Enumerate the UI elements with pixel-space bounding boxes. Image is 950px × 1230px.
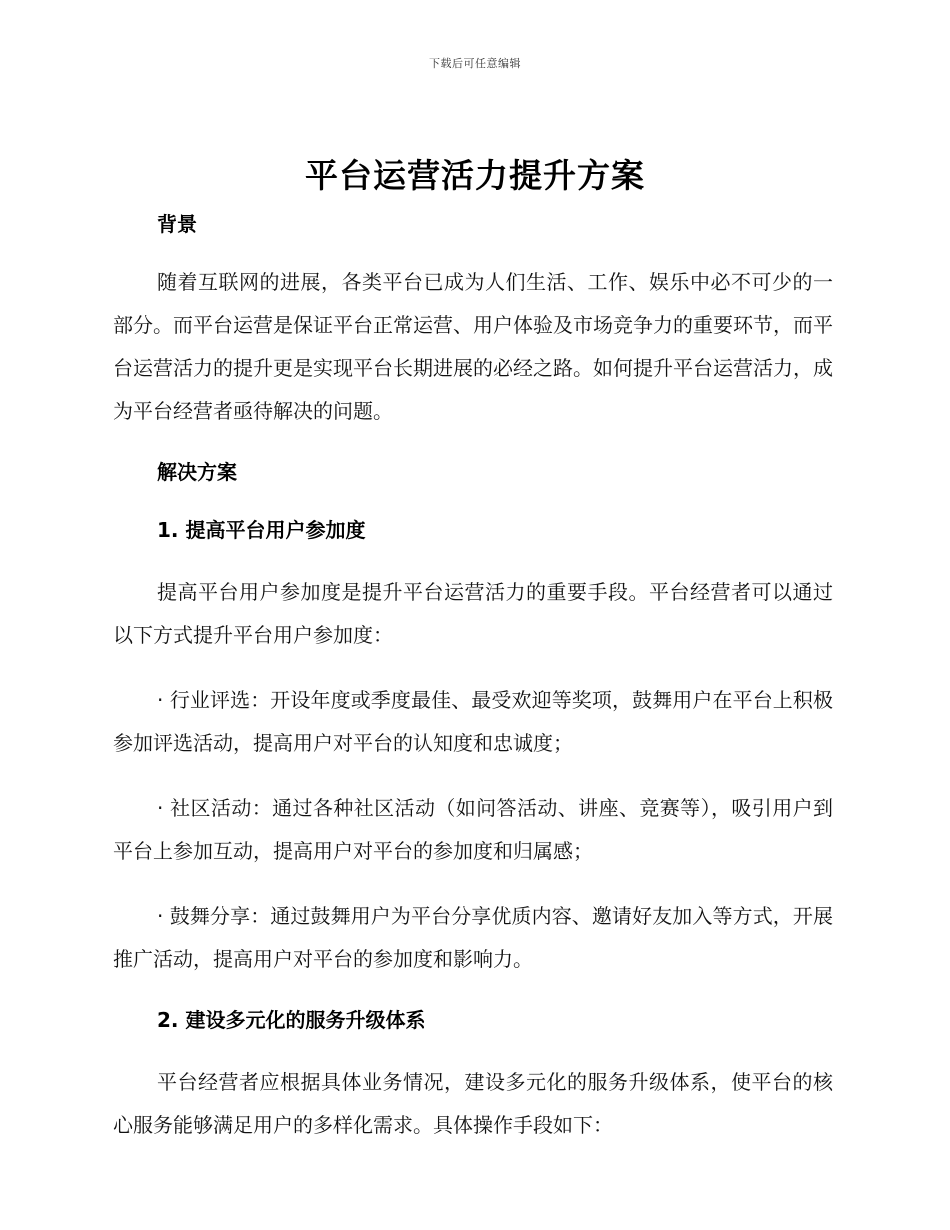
bullet-item: · 社区活动：通过各种社区活动（如问答活动、讲座、竞赛等），吸引用户到平台上参加互动，提高用户对平台的参加度和归属感； <box>113 796 833 863</box>
section-heading-solution: 解决方案 <box>157 460 237 484</box>
bullet-item: · 行业评选：开设年度或季度最佳、最受欢迎等奖项，鼓舞用户在平台上积极参加评选活动，提高用户对平台的认知度和忠诚度； <box>113 688 833 755</box>
document-body <box>113 205 833 1147</box>
document-title: 平台运营活力提升方案 <box>305 156 645 195</box>
page-header-note: 下载后可任意编辑 <box>429 57 521 70</box>
subsection-2-intro: 平台经营者应根据具体业务情况，建设多元化的服务升级体系，使平台的核心服务能够满足用户的多样化需求。具体操作手段如下： <box>113 1070 833 1137</box>
subsection-1-intro: 提高平台用户参加度是提升平台运营活力的重要手段。平台经营者可以通过以下方式提升平台用户参加度： <box>113 580 833 647</box>
background-paragraph: 随着互联网的进展，各类平台已成为人们生活、工作、娱乐中必不可少的一部分。而平台运营是保证平台正常运营、用户体验及市场竞争力的重要环节，而平台运营活力的提升更是实现平台长期进展的必经之路。如何提升平台运营活力，成为平台经营者亟待解决的问题。 <box>113 270 833 423</box>
subsection-heading-2: 2. 建设多元化的服务升级体系 <box>157 1008 426 1032</box>
section-heading-background: 背景 <box>157 212 197 236</box>
subsection-heading-1: 1. 提高平台用户参加度 <box>157 518 366 542</box>
bullet-item: · 鼓舞分享：通过鼓舞用户为平台分享优质内容、邀请好友加入等方式，开展推广活动，提高用户对平台的参加度和影响力。 <box>113 904 833 971</box>
